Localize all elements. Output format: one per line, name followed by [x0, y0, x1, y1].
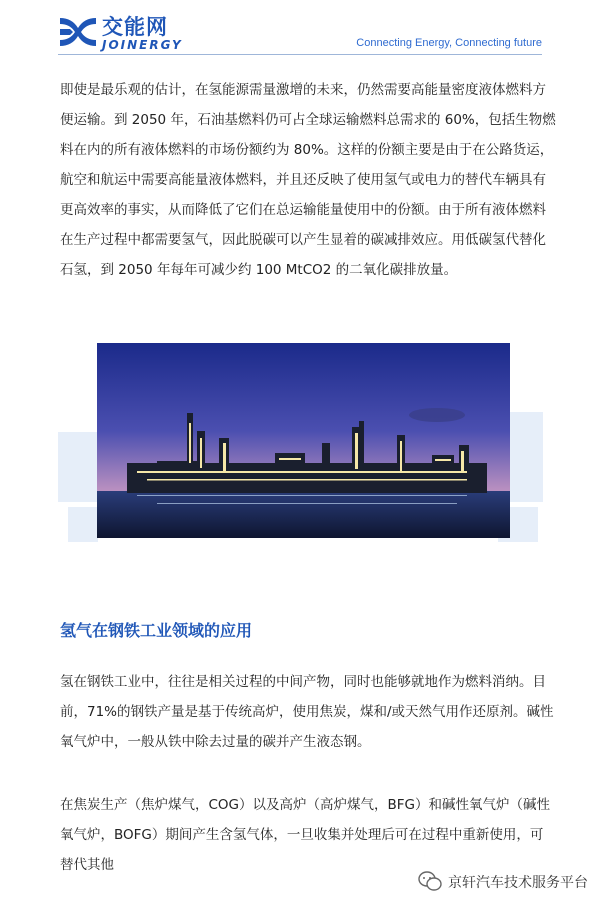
logo-english-name: JOINERGY	[102, 38, 183, 52]
page-header	[0, 0, 616, 62]
joinergy-logo-icon	[58, 14, 98, 50]
header-tagline: Connecting Energy, Connecting future	[356, 37, 542, 49]
steel-industry-paragraph: 氢在钢铁工业中，往往是相关过程的中间产物，同时也能够就地作为燃料消纳。目前，71%的钢铁产量是基于传统高炉，使用焦炭，煤和/或天然气用作还原剂。碱性氧气炉中，一般从铁中除去过量的碳并产生液态钢。	[60, 674, 554, 750]
hydrogen-gas-paragraph: 在焦炭生产（焦炉煤气，COG）以及高炉（高炉煤气，BFG）和碱性氧气炉（碱性氧气炉，BOFG）期间产生含氢气体，一旦收集并处理后可在过程中重新使用，可替代其他	[60, 797, 551, 873]
section-heading: 氢气在钢铁工业领域的应用	[60, 621, 253, 640]
footer-source-label: 京轩汽车技术服务平台	[448, 875, 588, 891]
logo-chinese-name: 交能网	[102, 15, 168, 39]
wechat-icon	[418, 870, 442, 892]
intro-paragraph: 即使是最乐观的估计，在氢能源需量激增的未来，仍然需要高能量密度液体燃料方便运输。到 2050 年，石油基燃料仍可占全球运输燃料总需求的 60%，包括生物燃料在内的所有液体燃料的市场份额约为 80%。这样的份额主要是由于在公路货运，航空和航运中需要高能量液体燃料，并且还反映了使用氢气或电力的替代车辆具有更高效率的事实，从而降低了它们在总运输能量使用中的份额。由于所有液体燃料在生产过程中都需要氢气，因此脱碳可以产生显着的碳减排效应。用低碳氢代替化石氢，到 2050 年每年可减少约 100 MtCO2 的二氧化碳排放量。	[60, 82, 556, 278]
header-divider	[58, 54, 542, 55]
refinery-night-photo	[97, 343, 510, 538]
refinery-photo-illustration	[97, 343, 510, 538]
